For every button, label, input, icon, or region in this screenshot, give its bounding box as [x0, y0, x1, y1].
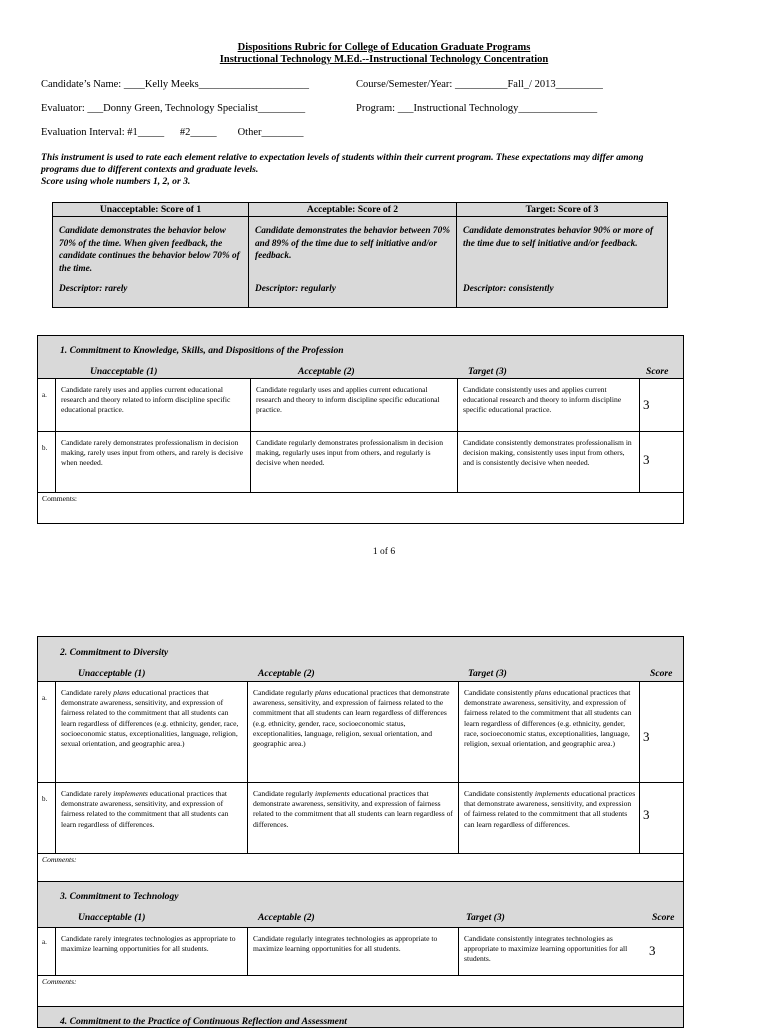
course-semester-label: Course/Semester/Year: [356, 79, 453, 90]
cell-text: Candidate consistently [464, 789, 535, 798]
document-title-line2: Instructional Technology M.Ed.--Instructional Technology Concentration [219, 54, 549, 65]
cell-text: Candidate regularly [253, 789, 315, 798]
candidate-name-value: ____Kelly Meeks_____________________ [123, 79, 310, 90]
instructions-line1: This instrument is used to rate each element relative to expectation levels of students within their current program. These expectations may differ among [41, 152, 644, 163]
evaluator-field [41, 102, 305, 115]
interval-label: Evaluation Interval: #1 [41, 127, 138, 138]
column-label-unacceptable: Unacceptable (1) [90, 366, 158, 377]
page-number: 1 of 6 [372, 547, 396, 557]
row-letter: a. [42, 391, 47, 399]
evaluator-label: Evaluator: [41, 103, 85, 114]
column-label-target: Target (3) [468, 668, 507, 679]
score-legend-unacceptable [53, 203, 249, 307]
cell-acceptable [247, 783, 458, 853]
column-label-acceptable: Acceptable (2) [258, 668, 315, 679]
instructions-line3: Score using whole numbers 1, 2, or 3. [41, 176, 191, 187]
comments-field[interactable]: Comments: [42, 494, 78, 503]
cell-text: educational practices that demonstrate awareness, sensitivity, and expression of fairness related to the commitment that all students can learn regardless of differences. [61, 789, 229, 829]
cell-unacceptable: Candidate rarely demonstrates professionalism in decision making, rarely uses input from others, and rarely is decisive when needed. [55, 432, 250, 492]
cell-text: educational practices that demonstrate awareness, sensitivity, and expression of fairness related to the commitment that all students can learn regardless of differences (e.g. ethnicity, gender, race, socioeconomic status, exceptionalities, language, religion, sexual orientation, and geographic area.) [253, 688, 450, 749]
column-label-target: Target (3) [468, 366, 507, 377]
cell-target [458, 682, 639, 782]
score-legend-table [52, 202, 668, 308]
cell-acceptable: Candidate regularly uses and applies current educational research and theory to inform discipline specific educational practice. [250, 379, 457, 431]
rubric-row [38, 783, 683, 854]
score-legend-descriptor: Descriptor: rarely [59, 284, 128, 294]
candidate-name-label: Candidate’s Name: [41, 79, 122, 90]
section-header [38, 637, 683, 682]
cell-text: Candidate rarely [61, 688, 114, 697]
score-value: 3 [643, 807, 650, 822]
rubric-row [38, 379, 683, 432]
column-label-acceptable: Acceptable (2) [298, 366, 355, 377]
score-legend-descriptor: Descriptor: regularly [255, 284, 336, 294]
score-legend-body: Candidate demonstrates behavior 90% or more of the time due to self initiative and/or feedback. [463, 226, 654, 249]
program-value: ___Instructional Technology_______________ [397, 103, 598, 114]
cell-text: educational practices that demonstrate awareness, sensitivity, and expression of fairness related to the commitment that all students can learn regardless of differences. [253, 789, 453, 829]
score-legend-body: Candidate demonstrates the behavior below 70% of the time. When given feedback, the candidate continues the behavior below 70% of the time. [59, 226, 240, 274]
document-title-line1: Dispositions Rubric for College of Education Graduate Programs [237, 42, 531, 53]
section-technology [37, 881, 684, 1028]
other-label: Other [237, 127, 262, 138]
cell-target: Candidate consistently uses and applies current educational research and theory to inform discipline specific educational practice. [457, 379, 639, 431]
cell-text: educational practices that demonstrate awareness, sensitivity, and expression of fairness related to the commitment that all students can learn regardless of differences (e.g. ethnicity, gender, race, socioeconomic status, exceptionalities, language, religion, sexual orientation, and geographic area.) [464, 688, 632, 749]
column-label-unacceptable: Unacceptable (1) [78, 668, 146, 679]
score-legend-heading: Target: Score of 3 [457, 203, 667, 217]
column-label-score: Score [652, 912, 675, 923]
course-semester-value: __________Fall_/ 2013_________ [454, 79, 603, 90]
cell-acceptable: Candidate regularly demonstrates professionalism in decision making, regularly uses input from others, and regularly is decisive when needed. [250, 432, 457, 492]
rubric-row [38, 928, 683, 976]
instructions-line2: programs due to different contexts and graduate levels. [41, 164, 259, 175]
cell-text: educational practices that demonstrate awareness, sensitivity, and expression of fairness related to the commitment that all students can learn regardless of differences (e.g. ethnicity, gender, race, socioeconomic status, exceptionalities, language, religion, sexual orientation, and geographic area.) [61, 688, 239, 749]
column-label-acceptable: Acceptable (2) [258, 912, 315, 923]
section-title: 3. Commitment to Technology [60, 891, 179, 902]
course-semester-field [356, 78, 603, 91]
other-blank: ________ [261, 127, 304, 138]
score-value: 3 [643, 452, 650, 467]
candidate-name-field [41, 78, 309, 91]
cell-emphasis: implements [113, 789, 148, 798]
cell-text: Candidate rarely [61, 789, 114, 798]
section-header [38, 336, 683, 379]
score-legend-target [457, 203, 667, 307]
cell-target: Candidate consistently demonstrates professionalism in decision making, consistently uses input from others, and is consistently decisive when needed. [457, 432, 639, 492]
cell-text: educational practices that demonstrate awareness, sensitivity, and expression of fairness related to the commitment that all students can learn regardless of differences. [464, 789, 636, 829]
evaluation-interval-field [41, 126, 303, 139]
interval-2-label: #2 [179, 127, 191, 138]
comments-field[interactable]: Comments: [42, 977, 77, 986]
score-legend-heading: Acceptable: Score of 2 [249, 203, 456, 217]
cell-text: Candidate consistently [464, 688, 535, 697]
cell-emphasis: plans [315, 688, 332, 697]
cell-acceptable [247, 682, 458, 782]
score-legend-body: Candidate demonstrates the behavior between 70% and 89% of the time due to self initiative and/or feedback. [255, 226, 450, 261]
column-label-unacceptable: Unacceptable (1) [78, 912, 146, 923]
column-label-target: Target (3) [466, 912, 505, 923]
cell-target: Candidate consistently integrates technologies as appropriate to maximize learning opportunities for all students. [458, 928, 642, 975]
score-value: 3 [643, 397, 650, 412]
column-label-score: Score [646, 366, 669, 377]
column-label-score: Score [650, 668, 673, 679]
cell-acceptable: Candidate regularly integrates technologies as appropriate to maximize learning opportunities for all students. [247, 928, 458, 975]
interval-1-blank: _____ [137, 127, 165, 138]
section-diversity [37, 636, 684, 885]
row-letter: a. [42, 938, 47, 946]
rubric-row [38, 682, 683, 783]
cell-emphasis: implements [315, 789, 350, 798]
score-value: 3 [643, 729, 650, 744]
cell-emphasis: plans [534, 688, 552, 697]
cell-target [458, 783, 639, 853]
cell-emphasis: implements [534, 789, 570, 798]
score-value: 3 [649, 943, 656, 958]
score-legend-acceptable [249, 203, 457, 307]
cell-unacceptable [55, 682, 247, 782]
cell-unacceptable: Candidate rarely integrates technologies as appropriate to maximize learning opportunities for all students. [55, 928, 247, 975]
evaluator-value: ___Donny Green, Technology Specialist_________ [87, 103, 306, 114]
cell-text: Candidate regularly [253, 688, 315, 697]
cell-emphasis: plans [113, 688, 130, 697]
score-legend-heading: Unacceptable: Score of 1 [53, 203, 248, 217]
section-header [38, 882, 683, 928]
cell-unacceptable: Candidate rarely uses and applies current educational research and theory related to inform discipline specific educational practice. [55, 379, 250, 431]
score-legend-descriptor: Descriptor: consistently [463, 284, 554, 294]
section-knowledge-skills [37, 335, 684, 524]
section-title: 2. Commitment to Diversity [60, 647, 169, 658]
section-title: 1. Commitment to Knowledge, Skills, and Dispositions of the Profession [60, 345, 344, 356]
program-field [356, 102, 597, 115]
rubric-row [38, 432, 683, 493]
program-label: Program: [356, 103, 396, 114]
section-title: 4. Commitment to the Practice of Continuous Reflection and Assessment [60, 1016, 347, 1027]
row-letter: a. [42, 694, 47, 702]
cell-unacceptable [55, 783, 247, 853]
row-letter: b. [42, 795, 48, 803]
instructions [41, 152, 731, 188]
comments-field[interactable]: Comments: [42, 855, 77, 864]
row-letter: b. [42, 444, 48, 452]
interval-2-blank: _____ [190, 127, 217, 138]
